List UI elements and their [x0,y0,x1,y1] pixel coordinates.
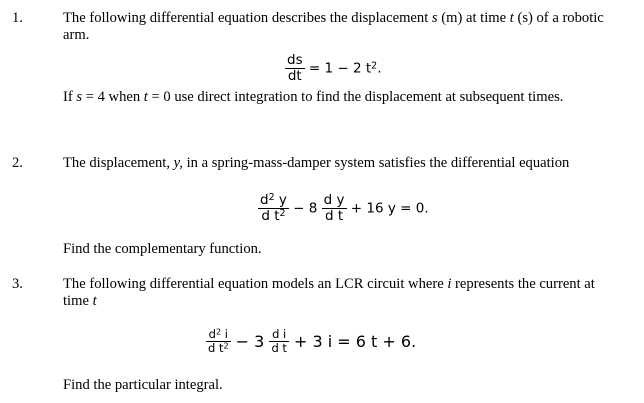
problem-3-statement: The following differential equation models an LCR circuit where i represents the current at time t [63,276,595,309]
problem-2-statement: The displacement, y, in a spring-mass-damper system satisfies the differential equation [63,155,570,171]
problem-3-task: Find the particular integral. [63,377,223,393]
second-derivative-fraction: $\frac{d^2 y}{d t^2}$ [260,191,287,224]
derivative-fraction: $\frac{ds}{dt}$ [287,52,303,84]
first-derivative-fraction: $\frac{\text{d i}}{\text{d t}}$ [271,327,287,355]
first-derivative-fraction: $\frac{\text{d y}}{\text{d t}}$ [323,192,345,224]
problem-3-number: 3. [12,276,23,292]
problem-2-number: 2. [12,155,23,171]
problem-2-task: Find the complementary function. [63,241,262,257]
problem-1-number: 1. [12,10,23,26]
problem-1-condition: If s = 4 when t = 0 use direct integration to find the displacement at subsequent times. [63,89,564,105]
problem-2-equation: $\frac{d^2 y}{d t^2}$ − 8 $\frac{\text{d y}}{\text{d t}}$ + 16 y = 0. [260,191,429,224]
second-derivative-fraction: $\frac{d^2 i}{d t^2}$ [208,327,229,355]
problem-1-equation: $\frac{ds}{dt}$ = 1 − 2 $t^2$. [287,52,382,84]
problem-3-equation: $\frac{d^2 i}{d t^2}$ − 3 $\frac{\text{d i}}{\text{d t}}$ + 3 i = 6 t + 6. [208,327,417,355]
problem-1-statement: The following differential equation describes the displacement s (m) at time t (s) of a robotic arm. [63,10,604,43]
